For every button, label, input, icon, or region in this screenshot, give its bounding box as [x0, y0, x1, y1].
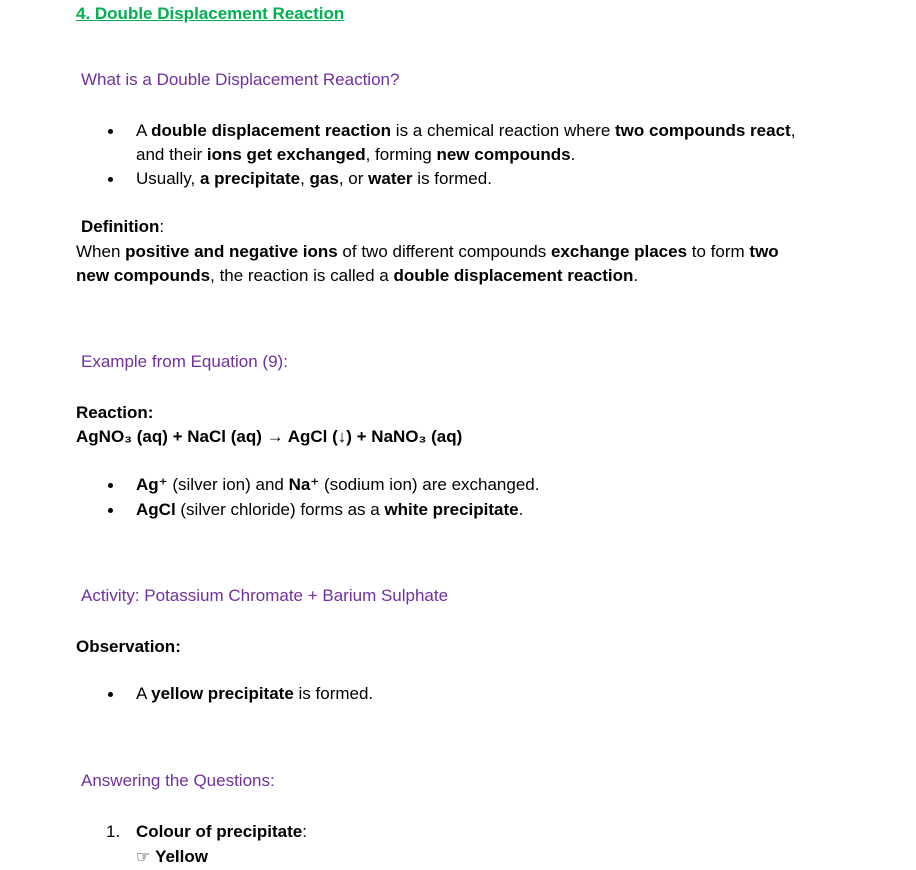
text-run: , forming: [365, 145, 437, 164]
text-run: When: [76, 242, 126, 261]
list-item: [100, 498, 800, 523]
text-run: (sodium ion) are exchanged.: [319, 475, 540, 494]
list-item: [100, 682, 700, 707]
intro-bullet-list: [100, 119, 880, 191]
text-run: is formed.: [293, 684, 374, 703]
text-run: , the reaction is called a: [210, 266, 394, 285]
question-number: 1.: [106, 822, 121, 841]
question-label: [136, 820, 307, 844]
bold-text-run: gas: [309, 169, 339, 188]
rich-line: [136, 473, 539, 497]
section-heading: 4. Double Displacement Reaction: [76, 4, 345, 23]
what-is-heading: What is a Double Displacement Reaction?: [81, 70, 400, 89]
bullet-icon: [108, 483, 113, 488]
text-run: is a chemical reaction where: [391, 121, 616, 140]
text-run: .: [518, 500, 524, 519]
bullet-icon: [108, 129, 113, 134]
rich-line: [136, 682, 373, 706]
bold-text-run: new compounds: [436, 145, 571, 164]
text-run: is formed.: [412, 169, 492, 188]
definition-text-line: [76, 240, 779, 264]
text-run: .: [570, 145, 576, 164]
example-heading: Example from Equation (9):: [81, 352, 288, 371]
bold-text-run: ions get exchanged: [206, 145, 366, 164]
observation-bullet-list: [100, 682, 700, 707]
definition-label: [81, 215, 164, 239]
list-item: [100, 119, 880, 167]
bold-text-run: a precipitate: [199, 169, 301, 188]
definition-label-text: Definition: [81, 217, 160, 236]
answer-text: Yellow: [155, 847, 208, 866]
bold-text-run: Ag⁺: [136, 475, 168, 494]
bold-text-run: new compounds: [76, 266, 211, 285]
text-run: (silver ion) and: [167, 475, 289, 494]
text-run: of two different compounds: [337, 242, 551, 261]
text-run: .: [633, 266, 639, 285]
question-label-text: Colour of precipitate: [136, 822, 303, 841]
bold-text-run: Na⁺: [288, 475, 320, 494]
bullet-icon: [108, 177, 113, 182]
text-run: ,: [790, 121, 796, 140]
bold-text-run: white precipitate: [384, 500, 519, 519]
rich-line: [136, 143, 575, 167]
bullet-icon: [108, 508, 113, 513]
bold-text-run: yellow precipitate: [151, 684, 294, 703]
list-item: [100, 473, 800, 498]
bullet-icon: [108, 692, 113, 697]
bold-text-run: AgCl: [136, 500, 176, 519]
rich-line: [136, 119, 795, 143]
bold-text-run: double displacement reaction: [393, 266, 634, 285]
definition-colon: :: [159, 217, 165, 236]
text-run: and their: [136, 145, 207, 164]
list-item: [100, 167, 880, 191]
rich-line: [136, 167, 492, 191]
question-colon: :: [302, 822, 307, 841]
text-run: A: [136, 121, 152, 140]
activity-heading: Activity: Potassium Chromate + Barium Sulphate: [81, 586, 449, 605]
observation-label: Observation:: [76, 637, 181, 656]
definition-text-line: [76, 264, 638, 288]
example-bullet-list: [100, 473, 800, 523]
bold-text-run: double displacement reaction: [151, 121, 392, 140]
text-run: , or: [338, 169, 369, 188]
bold-text-run: two: [749, 242, 779, 261]
bold-text-run: exchange places: [550, 242, 688, 261]
rich-line: [136, 498, 523, 522]
text-run: to form: [687, 242, 750, 261]
answer-line: [136, 845, 208, 870]
text-run: (silver chloride) forms as a: [175, 500, 385, 519]
text-run: A: [136, 684, 152, 703]
bold-text-run: positive and negative ions: [125, 242, 338, 261]
reaction-equation: AgNO₃ (aq) + NaCl (aq) → AgCl (↓) + NaNO₃ (aq): [76, 427, 463, 446]
bold-text-run: two compounds react: [615, 121, 791, 140]
bold-text-run: water: [368, 169, 413, 188]
pointing-hand-icon: ☞: [136, 849, 151, 866]
text-run: Usually,: [136, 169, 200, 188]
text-run: ,: [300, 169, 310, 188]
answering-heading: Answering the Questions:: [81, 771, 275, 790]
reaction-label: Reaction:: [76, 403, 154, 422]
